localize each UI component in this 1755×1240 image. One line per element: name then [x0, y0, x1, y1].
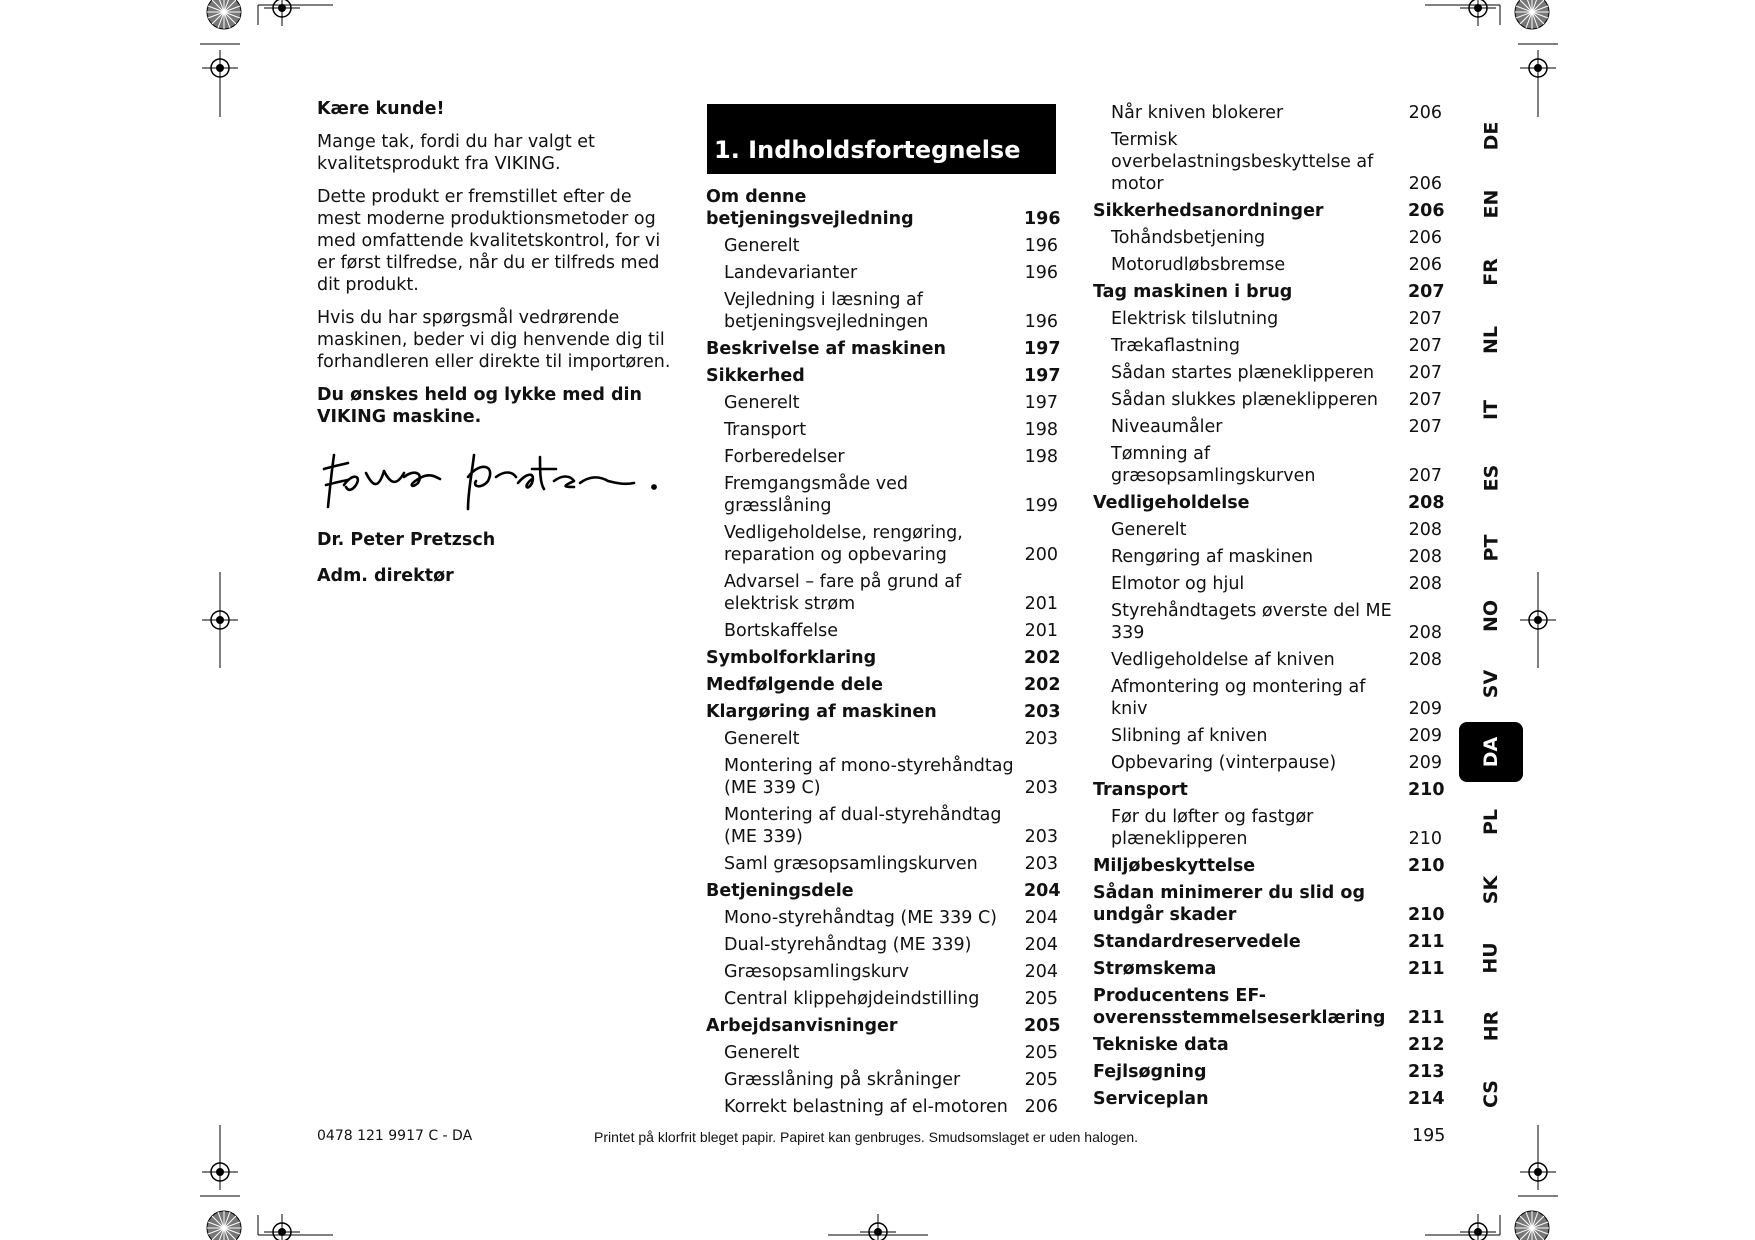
toc-entry-page: 208 — [1408, 547, 1442, 567]
toc-entry-title: Vedligeholdelse — [1093, 493, 1250, 513]
toc-entry-page: 214 — [1408, 1089, 1445, 1109]
toc-section-entry[interactable] — [1093, 985, 1445, 1029]
toc-subsection-entry[interactable] — [706, 728, 1058, 750]
toc-subsection-entry[interactable] — [1093, 752, 1442, 774]
language-tab-de[interactable] — [1459, 106, 1523, 166]
toc-entry-page: 203 — [1024, 827, 1058, 847]
toc-entry-title: Landevarianter — [724, 263, 858, 283]
language-tab-pt[interactable] — [1459, 518, 1523, 578]
toc-subsection-entry[interactable] — [706, 1069, 1058, 1091]
toc-entry-page: 211 — [1408, 932, 1445, 952]
toc-section-entry[interactable] — [1093, 1061, 1445, 1083]
language-tab-label: IT — [1480, 399, 1502, 421]
toc-section-entry[interactable] — [706, 365, 1061, 387]
toc-section-entry[interactable] — [1093, 882, 1445, 926]
toc-entry-page: 203 — [1024, 778, 1058, 798]
toc-column-1 — [706, 186, 1061, 1123]
toc-subsection-entry[interactable] — [1093, 254, 1442, 276]
toc-entry-page: 205 — [1024, 1043, 1058, 1063]
toc-entry-page: 196 — [1024, 312, 1058, 332]
toc-entry-title: Fejlsøgning — [1093, 1062, 1207, 1082]
toc-subsection-entry[interactable] — [706, 907, 1058, 929]
toc-entry-page: 205 — [1024, 1016, 1061, 1036]
language-tab-nl[interactable] — [1459, 310, 1523, 370]
toc-entry-page: 202 — [1024, 648, 1061, 668]
toc-entry-page: 208 — [1408, 623, 1442, 643]
toc-entry-page: 207 — [1408, 282, 1445, 302]
language-tab-label: CS — [1479, 1080, 1502, 1108]
toc-entry-page: 210 — [1408, 780, 1445, 800]
toc-entry-title: Medfølgende dele — [706, 675, 884, 695]
toc-entry-title: Strømskema — [1093, 959, 1217, 979]
toc-entry-page: 201 — [1024, 621, 1058, 641]
toc-entry-title: Standardreservedele — [1093, 932, 1301, 952]
toc-entry-page: 208 — [1408, 520, 1442, 540]
language-tab-label: DA — [1479, 736, 1502, 768]
language-tab-label: SK — [1479, 875, 1502, 905]
toc-entry-title: Transport — [724, 420, 807, 440]
language-tab-label: ES — [1479, 464, 1502, 492]
toc-entry-title: Tag maskinen i brug — [1093, 282, 1293, 302]
toc-subsection-entry[interactable] — [1093, 362, 1442, 384]
toc-entry-title: Niveaumåler — [1111, 417, 1223, 437]
language-tab-label: PL — [1479, 808, 1502, 836]
toc-subsection-entry[interactable] — [1093, 416, 1442, 438]
toc-entry-page: 208 — [1408, 650, 1442, 670]
toc-section-entry[interactable] — [1093, 1034, 1445, 1056]
toc-entry-page: 211 — [1408, 959, 1445, 979]
language-tab-label: PT — [1479, 534, 1502, 562]
toc-entry-title: Klargøring af maskinen — [706, 702, 937, 722]
toc-subsection-entry[interactable] — [1093, 600, 1442, 644]
toc-entry-title: Bortskaffelse — [724, 621, 839, 641]
toc-section-entry[interactable] — [1093, 281, 1445, 303]
handwritten-signature — [318, 447, 668, 517]
language-tab-label: DE — [1479, 121, 1502, 151]
toc-section-entry[interactable] — [706, 338, 1061, 360]
language-tab-label: SV — [1479, 669, 1502, 699]
toc-entry-title: Motorudløbsbremse — [1111, 255, 1286, 275]
toc-entry-title: Serviceplan — [1093, 1089, 1209, 1109]
language-tab-sk[interactable] — [1459, 860, 1523, 920]
language-tab-label: EN — [1479, 189, 1502, 219]
toc-entry-title: Fremgangsmåde ved græsslåning — [724, 474, 909, 516]
paper-note: Printet på klorfrit bleget papir. Papiret kan genbruges. Smudsomslaget er uden halogen. — [594, 1129, 1138, 1145]
toc-entry-title: Producentens EF-overensstemmelseserklæring — [1093, 986, 1386, 1028]
toc-subsection-entry[interactable] — [706, 392, 1058, 414]
toc-subsection-entry[interactable] — [1093, 806, 1442, 850]
toc-entry-page: 204 — [1024, 935, 1058, 955]
toc-section-entry[interactable] — [706, 701, 1061, 723]
toc-entry-page: 197 — [1024, 366, 1061, 386]
toc-entry-title: Generelt — [1111, 520, 1187, 540]
toc-subsection-entry[interactable] — [1093, 227, 1442, 249]
toc-subsection-entry[interactable] — [1093, 308, 1442, 330]
toc-entry-title: Beskrivelse af maskinen — [706, 339, 946, 359]
toc-entry-title: Vedligeholdelse af kniven — [1111, 650, 1335, 670]
toc-entry-page: 197 — [1024, 393, 1058, 413]
toc-entry-title: Om denne betjeningsvejledning — [706, 187, 914, 229]
toc-subsection-entry[interactable] — [706, 961, 1058, 983]
toc-entry-page: 205 — [1024, 1070, 1058, 1090]
toc-section-entry[interactable] — [1093, 855, 1445, 877]
toc-entry-page: 206 — [1408, 255, 1442, 275]
toc-entry-page: 204 — [1024, 962, 1058, 982]
toc-entry-page: 196 — [1024, 263, 1058, 283]
intro-paragraph-1: Mange tak, fordi du har valgt et kvalitetsprodukt fra VIKING. — [317, 132, 595, 174]
toc-entry-page: 206 — [1024, 1097, 1058, 1117]
toc-section-entry[interactable] — [706, 647, 1061, 669]
toc-entry-title: Slibning af kniven — [1111, 726, 1268, 746]
document-code: 0478 121 9917 C - DA — [317, 1128, 473, 1144]
toc-entry-page: 209 — [1408, 753, 1442, 773]
toc-section-entry[interactable] — [706, 880, 1061, 902]
toc-entry-title: Sådan startes plæneklipperen — [1111, 363, 1375, 383]
toc-entry-title: Dual-styrehåndtag (ME 339) — [724, 935, 972, 955]
toc-entry-title: Miljøbeskyttelse — [1093, 856, 1256, 876]
toc-subsection-entry[interactable] — [706, 289, 1058, 333]
toc-section-entry[interactable] — [1093, 931, 1445, 953]
language-tabs — [1459, 106, 1523, 1106]
toc-entry-page: 211 — [1408, 1008, 1445, 1028]
language-tab-no[interactable] — [1459, 586, 1523, 646]
intro-letter — [317, 98, 677, 439]
toc-subsection-entry[interactable] — [1093, 129, 1442, 195]
toc-entry-title: Vedligeholdelse, rengøring, reparation og opbevaring — [724, 523, 963, 565]
toc-entry-page: 204 — [1024, 881, 1061, 901]
signer-name: Dr. Peter Pretzsch — [317, 530, 496, 550]
toc-entry-title: Forberedelser — [724, 447, 845, 467]
language-tab-label: HR — [1479, 1010, 1502, 1042]
toc-subsection-entry[interactable] — [706, 1042, 1058, 1064]
toc-entry-title: Termisk overbelastningsbeskyttelse af motor — [1111, 130, 1374, 194]
language-tab-da[interactable] — [1459, 722, 1523, 782]
toc-subsection-entry[interactable] — [1093, 443, 1442, 487]
language-tab-label: FR — [1479, 258, 1502, 286]
toc-entry-title: Trækaflastning — [1111, 336, 1240, 356]
toc-entry-title: Saml græsopsamlingskurven — [724, 854, 978, 874]
toc-entry-title: Elmotor og hjul — [1111, 574, 1245, 594]
closing-line: Du ønskes held og lykke med din VIKING maskine. — [317, 385, 642, 427]
toc-subsection-entry[interactable] — [1093, 389, 1442, 411]
toc-entry-title: Sikkerhedsanordninger — [1093, 201, 1324, 221]
toc-entry-title: Generelt — [724, 393, 800, 413]
toc-entry-title: Betjeningsdele — [706, 881, 854, 901]
toc-entry-page: 203 — [1024, 729, 1058, 749]
toc-entry-page: 207 — [1408, 363, 1442, 383]
toc-subsection-entry[interactable] — [706, 262, 1058, 284]
toc-entry-page: 199 — [1024, 496, 1058, 516]
toc-entry-title: Tekniske data — [1093, 1035, 1229, 1055]
toc-title: 1. Indholdsfortegnelse — [707, 104, 1056, 174]
toc-entry-page: 206 — [1408, 228, 1442, 248]
toc-entry-title: Mono-styrehåndtag (ME 339 C) — [724, 908, 997, 928]
toc-entry-page: 206 — [1408, 103, 1442, 123]
language-tab-sv[interactable] — [1459, 654, 1523, 714]
toc-entry-page: 206 — [1408, 201, 1445, 221]
toc-entry-title: Sikkerhed — [706, 366, 805, 386]
toc-section-entry[interactable] — [706, 186, 1061, 230]
toc-entry-page: 213 — [1408, 1062, 1445, 1082]
toc-entry-title: Transport — [1093, 780, 1188, 800]
language-tab-es[interactable] — [1459, 448, 1523, 508]
toc-section-entry[interactable] — [1093, 492, 1445, 514]
toc-subsection-entry[interactable] — [706, 473, 1058, 517]
toc-section-entry[interactable] — [706, 1015, 1061, 1037]
toc-entry-title: Generelt — [724, 729, 800, 749]
toc-entry-title: Generelt — [724, 236, 800, 256]
language-tab-label: HU — [1480, 942, 1502, 974]
toc-subsection-entry[interactable] — [1093, 519, 1442, 541]
toc-entry-title: Montering af dual-styrehåndtag (ME 339) — [724, 805, 1002, 847]
toc-subsection-entry[interactable] — [1093, 649, 1442, 671]
toc-section-entry[interactable] — [1093, 958, 1445, 980]
toc-subsection-entry[interactable] — [706, 419, 1058, 441]
toc-subsection-entry[interactable] — [706, 446, 1058, 468]
intro-paragraph-3: Hvis du har spørgsmål vedrørende maskinen, beder vi dig henvende dig til forhandleren eller direkte til importøren. — [317, 308, 671, 372]
toc-entry-title: Før du løfter og fastgør plæneklipperen — [1111, 807, 1314, 849]
toc-entry-page: 209 — [1408, 726, 1442, 746]
toc-entry-page: 205 — [1024, 989, 1058, 1009]
toc-subsection-entry[interactable] — [1093, 335, 1442, 357]
language-tab-cs[interactable] — [1459, 1064, 1523, 1124]
toc-entry-title: Generelt — [724, 1043, 800, 1063]
toc-entry-title: Tohåndsbetjening — [1111, 228, 1266, 248]
toc-entry-title: Styrehåndtagets øverste del ME 339 — [1111, 601, 1392, 643]
toc-entry-title: Korrekt belastning af el-motoren — [724, 1097, 1008, 1117]
toc-entry-title: Vejledning i læsning af betjeningsvejledningen — [724, 290, 929, 332]
toc-entry-page: 207 — [1408, 390, 1442, 410]
toc-entry-title: Afmontering og montering af kniv — [1111, 677, 1366, 719]
page-number: 195 — [1412, 1126, 1446, 1146]
toc-section-entry[interactable] — [1093, 779, 1445, 801]
toc-entry-title: Græsslåning på skråninger — [724, 1070, 961, 1090]
toc-entry-title: Arbejdsanvisninger — [706, 1016, 898, 1036]
toc-column-2 — [1093, 102, 1445, 1115]
toc-subsection-entry[interactable] — [1093, 573, 1442, 595]
toc-subsection-entry[interactable] — [706, 853, 1058, 875]
toc-subsection-entry[interactable] — [706, 804, 1058, 848]
toc-entry-title: Når kniven blokerer — [1111, 103, 1284, 123]
toc-entry-title: Sådan minimerer du slid og undgår skader — [1093, 883, 1365, 925]
language-tab-hu[interactable] — [1459, 928, 1523, 988]
toc-entry-page: 206 — [1408, 174, 1442, 194]
toc-subsection-entry[interactable] — [706, 522, 1058, 566]
toc-subsection-entry[interactable] — [1093, 102, 1442, 124]
toc-entry-page: 209 — [1408, 699, 1442, 719]
toc-subsection-entry[interactable] — [706, 571, 1058, 615]
toc-subsection-entry[interactable] — [706, 934, 1058, 956]
toc-entry-title: Montering af mono-styrehåndtag (ME 339 C) — [724, 756, 1014, 798]
toc-subsection-entry[interactable] — [706, 235, 1058, 257]
toc-entry-page: 198 — [1024, 420, 1058, 440]
language-tab-label: NO — [1480, 599, 1502, 633]
toc-entry-page: 210 — [1408, 856, 1445, 876]
intro-paragraph-2: Dette produkt er fremstillet efter de mest moderne produktionsmetoder og med omfattende kvalitetskontrol, for vi er først tilfredse, når du er tilfreds med dit produkt. — [317, 187, 661, 295]
toc-entry-page: 210 — [1408, 905, 1445, 925]
signer-title: Adm. direktør — [317, 566, 454, 586]
toc-entry-title: Opbevaring (vinterpause) — [1111, 753, 1337, 773]
toc-entry-page: 196 — [1024, 236, 1058, 256]
toc-section-entry[interactable] — [1093, 200, 1445, 222]
toc-entry-title: Central klippehøjdeindstilling — [724, 989, 980, 1009]
toc-subsection-entry[interactable] — [1093, 676, 1442, 720]
toc-entry-page: 210 — [1408, 829, 1442, 849]
language-tab-label: NL — [1479, 325, 1502, 355]
toc-subsection-entry[interactable] — [706, 988, 1058, 1010]
toc-entry-page: 207 — [1408, 417, 1442, 437]
toc-entry-title: Advarsel – fare på grund af elektrisk strøm — [724, 572, 962, 614]
toc-entry-page: 200 — [1024, 545, 1058, 565]
language-tab-it[interactable] — [1459, 380, 1523, 440]
toc-section-entry[interactable] — [1093, 1088, 1445, 1110]
toc-entry-page: 207 — [1408, 309, 1442, 329]
toc-entry-page: 198 — [1024, 447, 1058, 467]
toc-subsection-entry[interactable] — [706, 755, 1058, 799]
language-tab-fr[interactable] — [1459, 242, 1523, 302]
toc-entry-page: 207 — [1408, 336, 1442, 356]
toc-entry-page: 196 — [1024, 209, 1061, 229]
language-tab-pl[interactable] — [1459, 792, 1523, 852]
language-tab-hr[interactable] — [1459, 996, 1523, 1056]
toc-entry-page: 207 — [1408, 466, 1442, 486]
toc-subsection-entry[interactable] — [1093, 725, 1442, 747]
toc-entry-page: 208 — [1408, 493, 1445, 513]
toc-entry-title: Symbolforklaring — [706, 648, 877, 668]
toc-subsection-entry[interactable] — [706, 620, 1058, 642]
toc-entry-title: Tømning af græsopsamlingskurven — [1111, 444, 1316, 486]
toc-section-entry[interactable] — [706, 674, 1061, 696]
toc-entry-page: 202 — [1024, 675, 1061, 695]
toc-entry-title: Sådan slukkes plæneklipperen — [1111, 390, 1379, 410]
greeting: Kære kunde! — [317, 99, 445, 119]
toc-entry-page: 201 — [1024, 594, 1058, 614]
toc-entry-page: 203 — [1024, 702, 1061, 722]
toc-entry-page: 204 — [1024, 908, 1058, 928]
toc-entry-page: 197 — [1024, 339, 1061, 359]
toc-entry-title: Rengøring af maskinen — [1111, 547, 1314, 567]
language-tab-en[interactable] — [1459, 174, 1523, 234]
toc-subsection-entry[interactable] — [706, 1096, 1058, 1118]
toc-entry-page: 208 — [1408, 574, 1442, 594]
toc-subsection-entry[interactable] — [1093, 546, 1442, 568]
toc-entry-title: Elektrisk tilslutning — [1111, 309, 1279, 329]
toc-entry-page: 212 — [1408, 1035, 1445, 1055]
toc-entry-page: 203 — [1024, 854, 1058, 874]
toc-entry-title: Græsopsamlingskurv — [724, 962, 910, 982]
